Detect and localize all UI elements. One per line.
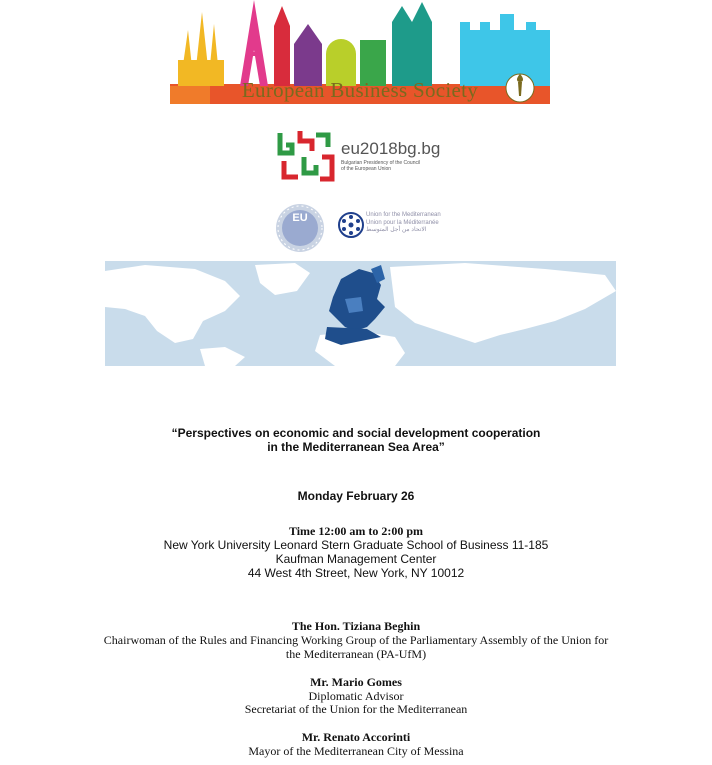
- speaker-role: the Mediterranean (PA-UfM): [285, 647, 427, 661]
- event-title-line1: “Perspectives on economic and social development cooperation: [171, 426, 541, 440]
- venue-line3: 44 West 4th Street, New York, NY 10012: [247, 566, 465, 580]
- presidency-subtitle-line2: of the European Union: [341, 166, 392, 172]
- speaker-role: Diplomatic Advisor: [308, 689, 404, 703]
- speaker-role: Mayor of the Mediterranean City of Messina: [248, 744, 464, 758]
- speaker-role: Secretariat of the Union for the Mediterranean: [244, 702, 468, 716]
- venue-line2: Kaufman Management Center: [275, 552, 437, 566]
- speaker-name: The Hon. Tiziana Beghin: [291, 619, 421, 633]
- presidency-subtitle: [341, 160, 431, 172]
- speaker-name: Mr. Mario Gomes: [310, 675, 402, 689]
- ufm-line2: Union pour la Méditerranée: [366, 219, 439, 226]
- event-time: Time 12:00 am to 2:00 pm: [288, 524, 424, 538]
- venue-line1: New York University Leonard Stern Graduate School of Business 11-185: [163, 538, 549, 552]
- world-map-banner: [105, 261, 616, 366]
- ufm-text: [366, 212, 441, 235]
- ufm-line1: Union for the Mediterranean: [366, 212, 441, 218]
- bulgarian-presidency-logo: [276, 127, 336, 185]
- presidency-subtitle-line1: Bulgarian Presidency of the Council: [341, 160, 421, 166]
- speaker-name: Mr. Renato Accorinti: [301, 730, 411, 744]
- event-date: Monday February 26: [297, 489, 415, 503]
- ufm-line3: الاتحاد من أجل المتوسط: [366, 227, 427, 233]
- eu-badge-text: EU: [292, 212, 308, 224]
- society-name: European Business Society: [241, 78, 479, 102]
- speaker-role: Chairwoman of the Rules and Financing Working Group of the Parliamentary Assembly of the Union for: [103, 633, 609, 647]
- event-title-line2: in the Mediterranean Sea Area”: [267, 440, 445, 454]
- presidency-domain: eu2018bg.bg: [341, 139, 441, 158]
- union-for-the-mediterranean-logo: [338, 212, 364, 238]
- eu-association-badge: [271, 202, 329, 254]
